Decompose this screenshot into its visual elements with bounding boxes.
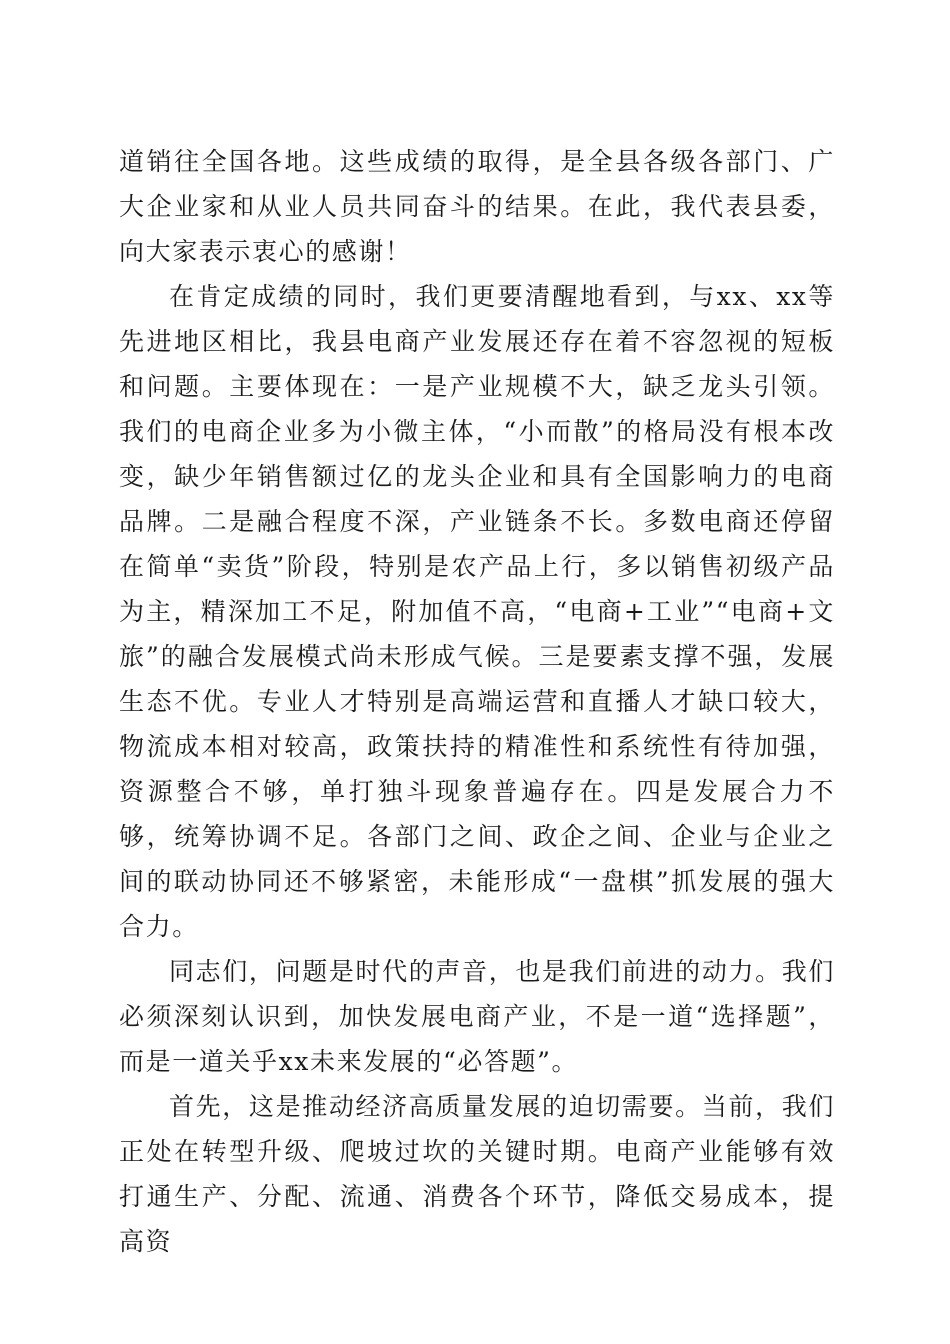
paragraph-continued: 道销往全国各地。这些成绩的取得，是全县各级各部门、广大企业家和从业人员共同奋斗的结果。在此，我代表县委，向大家表示衷心的感谢！: [119, 147, 835, 266]
document-body: [119, 139, 835, 1264]
paragraph-high-quality-development: 首先，这是推动经济高质量发展的迫切需要。当前，我们正处在转型升级、爬坡过坎的关键时期。电商产业能够有效打通生产、分配、流通、消费各个环节，降低交易成本，提高资: [119, 1092, 835, 1256]
paragraph-problems-motivation: 同志们，问题是时代的声音，也是我们前进的动力。我们必须深刻认识到，加快发展电商产业，不是一道“选择题”，而是一道关乎xx未来发展的“必答题”。: [119, 957, 835, 1076]
paragraph-shortcomings: 在肯定成绩的同时，我们更要清醒地看到，与xx、xx等先进地区相比，我县电商产业发展还存在着不容忽视的短板和问题。主要体现在：一是产业规模不大，缺乏龙头引领。我们的电商企业多为小微主体，“小而散”的格局没有根本改变，缺少年销售额过亿的龙头企业和具有全国影响力的电商品牌。二是融合程度不深，产业链条不长。多数电商还停留在简单“卖货”阶段，特别是农产品上行，多以销售初级产品为主，精深加工不足，附加值不高，“电商+工业”“电商+文旅”的融合发展模式尚未形成气候。三是要素支撑不强，发展生态不优。专业人才特别是高端运营和直播人才缺口较大，物流成本相对较高，政策扶持的精准性和系统性有待加强，资源整合不够，单打独斗现象普遍存在。四是发展合力不够，统筹协调不足。各部门之间、政企之间、企业与企业之间的联动协同还不够紧密，未能形成“一盘棋”抓发展的强大合力。: [119, 282, 835, 941]
